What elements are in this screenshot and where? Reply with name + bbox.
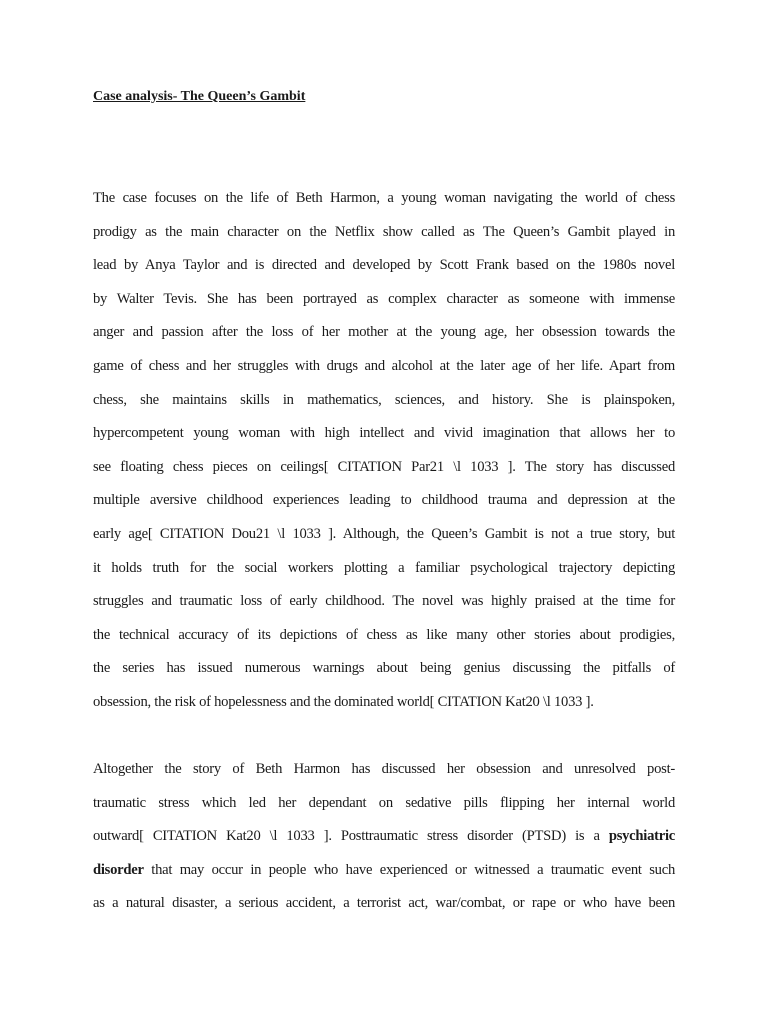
paragraph-line: traumatic stress which led her dependant on sedative pills flipping her internal world <box>93 794 675 811</box>
paragraph-line: chess, she maintains skills in mathematics, sciences, and history. She is plainspoken, <box>93 391 675 408</box>
bold-term: disorder <box>93 861 144 878</box>
paragraph-line: it holds truth for the social workers plotting a familiar psychological trajectory depicting <box>93 559 675 576</box>
paragraph-line <box>93 827 675 861</box>
paragraph-line: multiple aversive childhood experiences leading to childhood trauma and depression at the <box>93 492 675 509</box>
paragraph-1 <box>93 189 675 727</box>
paragraph-line: the series has issued numerous warnings about being genius discussing the pitfalls of <box>93 660 675 677</box>
paragraph-2 <box>93 760 675 928</box>
paragraph-line: the technical accuracy of its depictions of chess as like many other stories about prodigies, <box>93 626 675 643</box>
paragraph-line: see floating chess pieces on ceilings[ CITATION Par21 \l 1033 ]. The story has discussed <box>93 458 675 475</box>
paragraph-line: game of chess and her struggles with drugs and alcohol at the later age of her life. Apart from <box>93 357 675 374</box>
paragraph-line: obsession, the risk of hopelessness and the dominated world[ CITATION Kat20 \l 1033 ]. <box>93 693 594 710</box>
paragraph-line-text: outward[ CITATION Kat20 \l 1033 ]. Posttraumatic stress disorder (PTSD) is a <box>93 828 609 845</box>
paragraph-line: Altogether the story of Beth Harmon has discussed her obsession and unresolved post- <box>93 761 675 777</box>
paragraph-line <box>93 861 675 895</box>
paragraph-line: lead by Anya Taylor and is directed and developed by Scott Frank based on the 1980s novel <box>93 257 675 274</box>
paragraph-line: as a natural disaster, a serious accident, a terrorist act, war/combat, or rape or who have been <box>93 895 675 912</box>
paragraph-line: early age[ CITATION Dou21 \l 1033 ]. Although, the Queen’s Gambit is not a true story, but <box>93 525 675 542</box>
paragraph-line: anger and passion after the loss of her mother at the young age, her obsession towards the <box>93 324 675 341</box>
paragraph-line: struggles and traumatic loss of early childhood. The novel was highly praised at the time for <box>93 593 675 610</box>
document-title: Case analysis- The Queen’s Gambit <box>93 89 306 104</box>
paragraph-line: prodigy as the main character on the Netflix show called as The Queen’s Gambit played in <box>93 223 675 240</box>
bold-term: psychiatric <box>608 828 675 845</box>
paragraph-line: by Walter Tevis. She has been portrayed as complex character as someone with immense <box>93 290 675 307</box>
paragraph-line: The case focuses on the life of Beth Harmon, a young woman navigating the world of chess <box>93 190 675 206</box>
paragraph-line: hypercompetent young woman with high intellect and vivid imagination that allows her to <box>93 425 675 442</box>
paragraph-line-text: that may occur in people who have experienced or witnessed a traumatic event such <box>143 861 675 878</box>
